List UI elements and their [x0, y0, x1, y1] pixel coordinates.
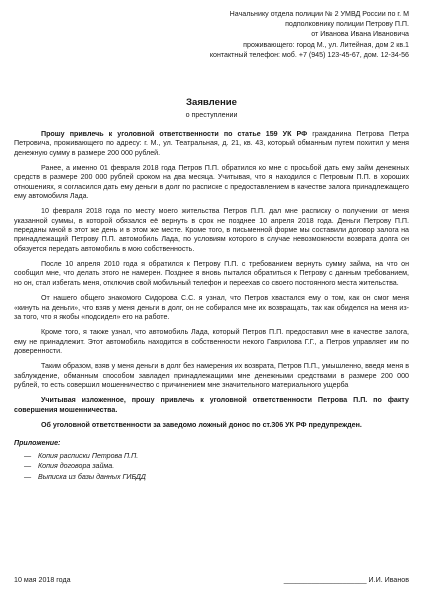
dash-bullet-icon: —	[24, 451, 32, 460]
paragraph-1-bold: Прошу привлечь к уголовной ответственности по статье 159 УК РФ	[41, 130, 308, 138]
addressee-line-3: от Иванова Ивана Ивановича	[311, 30, 409, 39]
attachment-item	[24, 473, 409, 484]
paragraph-1	[14, 130, 409, 158]
attachments-list	[14, 452, 409, 484]
document-title: Заявление	[185, 97, 238, 108]
paragraph-9: Об уголовной ответственности за заведомо ложный донос по ст.306 УК РФ предупрежден.	[41, 421, 362, 430]
addressee-line-1: Начальнику отдела полиции № 2 УМВД России по г. М	[229, 10, 409, 18]
signature-line: _____________________ И.И. Иванов	[283, 576, 409, 584]
attachment-item-text: Копия договора займа.	[38, 462, 115, 471]
attachments-title: Приложение:	[14, 438, 61, 447]
dash-bullet-icon: —	[24, 462, 32, 471]
addressee-block	[189, 10, 409, 61]
paragraph-8: Учитывая изложенное, прошу привлечь к уголовной ответственности Петрова П.П. по факту совершения мошенничества.	[14, 396, 409, 414]
paragraph-4: После 10 апреля 2010 года я обратился к Петрову П.П. с требованием вернуть сумму займа, на что он сообщил мне, что делать этого не намерен. Позднее я вновь пытался обратиться к Петрову с данным требованием, но он, стал избегать меня, отключив свой мобильный телефон и переехав со своего постоянного места жительства.	[14, 260, 409, 287]
signature-footer	[14, 576, 409, 588]
addressee-line-4: проживающего: город М., ул. Литейная, дом 2 кв.1	[243, 40, 409, 49]
paragraph-5: От нашего общего знакомого Сидорова С.С. я узнал, что Петров хвастался ему о том, как он смог меня «кинуть на деньги», что взяв у меня деньги в долг, он не собирался мне их возвращать, так как обиделся на меня из-за того, что я якобы «подсидел» его на работе.	[14, 294, 409, 321]
paragraph-2: Ранее, а именно 01 февраля 2018 года Петров П.П. обратился ко мне с просьбой дать ему займ денежных средств в размере 200 000 рублей сроком на два месяца. Учитывая, что я находился с Петровым П.П. в хороших отношениях, я согласился дать ему деньги в долг по расписке с предоставлением в качестве залога принадлежащего ему автомобиля Лада.	[14, 164, 409, 200]
attachment-item-text: Выписка из базы данных ГИБДД	[38, 472, 146, 481]
addressee-line-2: подполковнику полиции Петрову П.П.	[285, 20, 409, 29]
paragraph-1-rest: гражданина Петрова Петра Петровича, проживающего по адресу: г. М., ул. Театральная, д. 21, кв. 43, который обманным путем похитил у меня денежную сумму в размере 200 000 рублей.	[14, 130, 409, 157]
paragraph-7: Таким образом, взяв у меня деньги в долг без намерения их возврата, Петров П.П., умышленно, введя меня в заблуждение, обманным способом завладел принадлежащими мне денежными средствами в размере 200 000 рублей, то есть совершил мошенничество с причинением мне значительного материального ущерба	[14, 362, 409, 389]
document-subtitle: о преступлении	[185, 111, 238, 119]
attachment-item	[24, 462, 409, 473]
attachment-item-text: Копия расписки Петрова П.П.	[38, 451, 139, 460]
paragraph-6: Кроме того, я также узнал, что автомобиль Лада, который Петров П.П. предоставил мне в качестве залога, ему не принадлежит. Этот автомобиль находится в собственности некого Гаврилова Г.Г., а Петров управляет им по доверенности.	[14, 328, 409, 355]
document-date: 10 мая 2018 года	[14, 576, 71, 584]
document-body	[14, 130, 409, 483]
addressee-line-5: контактный телефон: моб. +7 (945) 123-45-67, дом. 12-34-56	[209, 50, 409, 59]
dash-bullet-icon: —	[24, 472, 32, 481]
paragraph-3: 10 февраля 2018 года по месту моего жительства Петров П.П. дал мне расписку о получении от меня указанной суммы, в которой обязался её вернуть в срок не позднее 10 апреля 2018 года. Деньги Петрову П.П. переданы мной в этот же день и в этом же месте. Кроме того, в письменной форме мы составили договор залога на принадлежащий Петрову П.П. автомобиль Лада, по условиям которого в случае невозможности возврата долга он обязуется передать автомобиль в мою собственность.	[14, 207, 409, 253]
attachment-item	[24, 452, 409, 463]
